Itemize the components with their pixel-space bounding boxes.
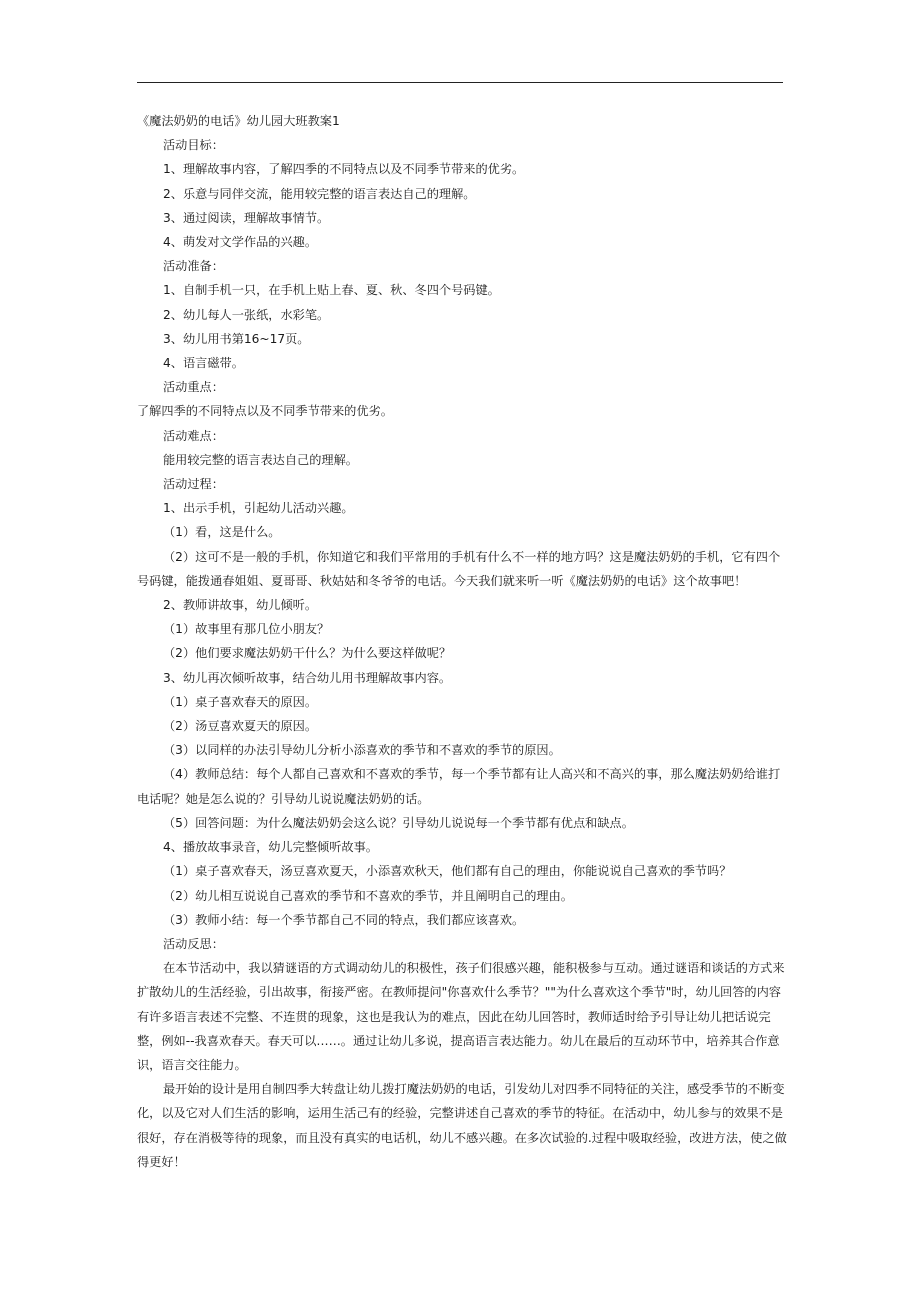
process-step: （3）教师小结：每一个季节都自己不同的特点，我们都应该喜欢。	[163, 912, 525, 927]
process-step: （2）幼儿相互说说自己喜欢的季节和不喜欢的季节，并且阐明自己的理由。	[163, 888, 573, 903]
process-step: （5）回答问题：为什么魔法奶奶会这么说？引导幼儿说说每一个季节都有优点和缺点。	[163, 815, 634, 830]
process-step: 4、播放故事录音，幼儿完整倾听故事。	[163, 840, 378, 855]
header-rule	[137, 82, 783, 83]
difficulty-heading: 活动难点：	[163, 428, 224, 443]
goal-item: 3、通过阅读，理解故事情节。	[163, 210, 330, 225]
goal-item: 2、乐意与同伴交流，能用较完整的语言表达自己的理解。	[163, 186, 476, 201]
process-step: （1）故事里有那几位小朋友？	[163, 622, 330, 637]
prep-item: 2、幼儿每人一张纸，水彩笔。	[163, 307, 330, 322]
process-step: 1、出示手机，引起幼儿活动兴趣。	[163, 501, 354, 516]
process-step: 2、教师讲故事，幼儿倾听。	[163, 598, 318, 613]
prep-item: 3、幼儿用书第16~17页。	[163, 331, 310, 346]
process-step: （2）他们要求魔法奶奶干什么？为什么要这样做呢？	[163, 646, 452, 661]
reflection-paragraph: 最开始的设计是用自制四季大转盘让幼儿拨打魔法奶奶的电话，引发幼儿对四季不同特征的关注，感受季节的不断变化，以及它对人们生活的影响，运用生活己有的经验，完整讲述自己喜欢的季节的特征。在活动中，幼儿参与的效果不是很好，存在消极等待的现象，而且没有真实的电话机，幼儿不感兴趣。在多次试验的.过程中吸取经验，改进方法，使之做得更好！	[137, 1082, 787, 1169]
reflection-paragraph: 在本节活动中，我以猜谜语的方式调动幼儿的积极性，孩子们很感兴趣，能积极参与互动。通过谜语和谈话的方式来扩散幼儿的生活经验，引出故事，衔接严密。在教师提问"你喜欢什么季节？""为什么喜欢这个季节"时，幼儿回答的内容有许多语言表述不完整、不连贯的现象，这也是我认为的难点，因此在幼儿回答时，教师适时给予引导让幼儿把话说完整，例如--我喜欢春天。春天可以……。通过让幼儿多说，提高语言表达能力。幼儿在最后的互动环节中，培养其合作意识，语言交往能力。	[137, 961, 785, 1072]
prep-heading: 活动准备：	[163, 259, 224, 274]
process-step: 3、幼儿再次倾听故事，结合幼儿用书理解故事内容。	[163, 670, 452, 685]
document-body	[137, 109, 787, 1174]
prep-item: 1、自制手机一只，在手机上贴上春、夏、秋、冬四个号码键。	[163, 283, 500, 298]
process-step: （2）汤豆喜欢夏天的原因。	[163, 719, 318, 734]
document-title: 《魔法奶奶的电话》幼儿园大班教案1	[137, 114, 340, 128]
process-step: （1）桌子喜欢春天的原因。	[163, 694, 318, 709]
prep-item: 4、语言磁带。	[163, 356, 244, 371]
key-heading: 活动重点：	[163, 380, 224, 395]
goal-item: 1、理解故事内容，了解四季的不同特点以及不同季节带来的优劣。	[163, 162, 525, 177]
goals-heading: 活动目标：	[163, 138, 224, 153]
reflection-heading: 活动反思：	[163, 936, 224, 951]
process-step: （1）看，这是什么。	[163, 525, 281, 540]
process-step: （4）教师总结：每个人都自己喜欢和不喜欢的季节，每一个季节都有让人高兴和不高兴的事，那么魔法奶奶给谁打电话呢？她是怎么说的？引导幼儿说说魔法奶奶的话。	[137, 767, 781, 806]
process-step: （3）以同样的办法引导幼儿分析小添喜欢的季节和不喜欢的季节的原因。	[163, 743, 561, 758]
process-step: （1）桌子喜欢春天，汤豆喜欢夏天，小添喜欢秋天，他们都有自己的理由，你能说说自己喜欢的季节吗？	[163, 864, 732, 879]
process-heading: 活动过程：	[163, 477, 224, 492]
difficulty-text: 能用较完整的语言表达自己的理解。	[163, 452, 358, 467]
goal-item: 4、萌发对文学作品的兴趣。	[163, 235, 318, 250]
key-text: 了解四季的不同特点以及不同季节带来的优劣。	[137, 404, 393, 419]
process-step: （2）这可不是一般的手机，你知道它和我们平常用的手机有什么不一样的地方吗？这是魔法奶奶的手机，它有四个号码键，能拨通春姐姐、夏哥哥、秋姑姑和冬爷爷的电话。今天我们就来听一听《魔法奶奶的电话》这个故事吧！	[137, 549, 781, 588]
